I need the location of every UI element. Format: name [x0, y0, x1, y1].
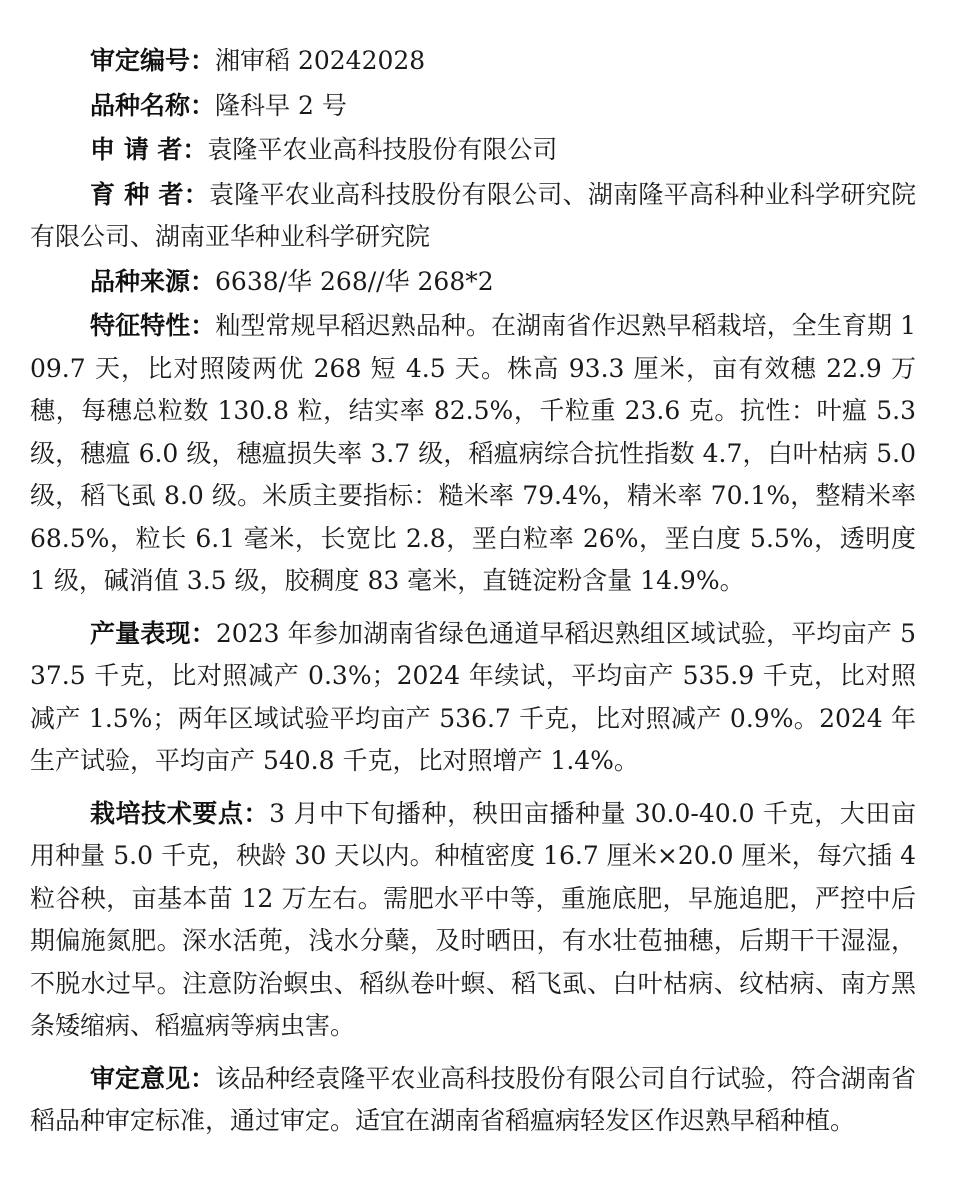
yield-value: 2023 年参加湖南省绿色通道早稻迟熟组区域试验，平均亩产 537.5 千克，比对照减产 0.3%；2024 年续试，平均亩产 535.9 千克，比对照减产 1.5%；两年区域试验平均亩产 536.7 千克，比对照减产 0.9%。2024 年生产试验，平均亩产 540.8 千克，比对照增产 1.4%。 [30, 618, 916, 775]
origin-label: 品种来源： [90, 266, 216, 296]
opinion-value: 该品种经袁隆平农业高科技股份有限公司自行试验，符合湖南省稻品种审定标准，通过审定。适宜在湖南省稻瘟病轻发区作迟熟早稻种植。 [30, 1063, 916, 1135]
variety-name-label: 品种名称： [90, 90, 216, 120]
applicant-line [30, 129, 916, 172]
breeder-paragraph [30, 174, 916, 259]
traits-paragraph [30, 305, 916, 603]
opinion-paragraph [30, 1058, 916, 1143]
approval-number-line [30, 40, 916, 83]
traits-value: 籼型常规早稻迟熟品种。在湖南省作迟熟早稻栽培，全生育期 109.7 天，比对照陵两优 268 短 4.5 天。株高 93.3 厘米，亩有效穗 22.9 万穗，每穗总粒数 130.8 粒，结实率 82.5%，千粒重 23.6 克。抗性：叶瘟 5.3 级，穗瘟 6.0 级，穗瘟损失率 3.7 级，稻瘟病综合抗性指数 4.7，白叶枯病 5.0 级，稻飞虱 8.0 级。米质主要指标：糙米率 79.4%，精米率 70.1%，整精米率 68.5%，粒长 6.1 毫米，长宽比 2.8，垩白粒率 26%，垩白度 5.5%，透明度 1 级，碱消值 3.5 级，胶稠度 83 毫米，直链淀粉含量 14.9%。 [30, 311, 916, 595]
cultivation-label: 栽培技术要点： [90, 798, 270, 828]
applicant-value: 袁隆平农业高科技股份有限公司 [207, 135, 558, 164]
breeder-value: 袁隆平农业高科技股份有限公司、湖南隆平高科种业科学研究院有限公司、湖南亚华种业科学研究院 [30, 179, 916, 251]
opinion-label: 审定意见： [90, 1063, 216, 1093]
applicant-label: 申 请 者： [90, 135, 208, 164]
variety-name-line [30, 85, 916, 128]
variety-name-value: 隆科早 2 号 [215, 90, 347, 120]
cultivation-value: 3 月中下旬播种，秧田亩播种量 30.0-40.0 千克，大田亩用种量 5.0 千克，秧龄 30 天以内。种植密度 16.7 厘米×20.0 厘米，每穴插 4 粒谷秧，亩基本苗 12 万左右。需肥水平中等，重施底肥，早施追肥，严控中后期偏施氮肥。深水活蔸，浅水分蘖，及时晒田，有水壮苞抽穗，后期干干湿湿，不脱水过早。注意防治螟虫、稻纵卷叶螟、稻飞虱、白叶枯病、纹枯病、南方黑条矮缩病、稻瘟病等病虫害。 [30, 798, 916, 1040]
origin-value: 6638/华 268//华 268*2 [215, 266, 494, 296]
approval-number-label: 审定编号： [90, 46, 216, 75]
approval-number-value: 湘审稻 20242028 [215, 46, 426, 75]
origin-line [30, 261, 916, 304]
yield-label: 产量表现： [90, 618, 216, 648]
breeder-label: 育 种 者： [90, 179, 209, 209]
traits-label: 特征特性： [90, 311, 216, 340]
yield-paragraph [30, 613, 916, 783]
cultivation-paragraph [30, 793, 916, 1048]
